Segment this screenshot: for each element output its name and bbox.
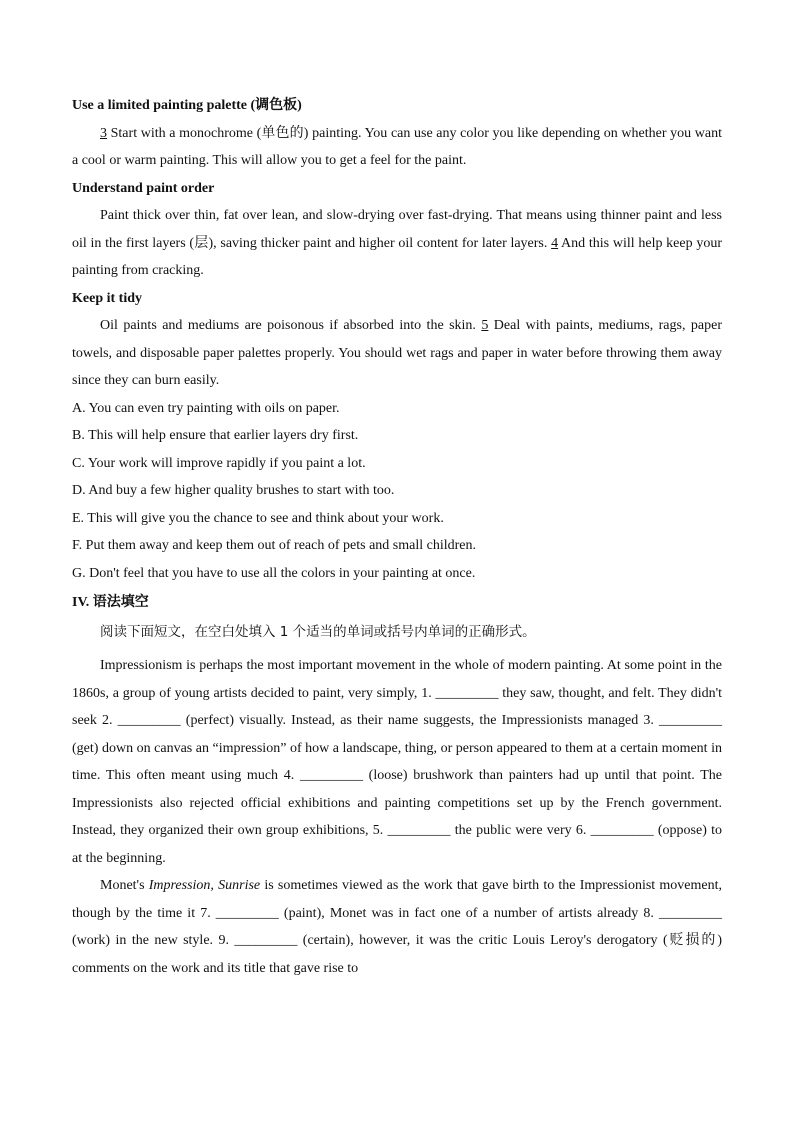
option-b: B. This will help ensure that earlier layers dry first.	[72, 428, 359, 443]
text-run: is sometimes viewed as the work that gave birth to the Impressionist movement, though by the time it 7. _________ (paint), Monet was in fact one of a number of artists already 8. _________ (work) in the new style. 9. _________ (certain), however, it was the critic Louis Leroy's derogatory (贬损的) comments on the work and its title that gave rise to	[72, 878, 722, 976]
paragraph-keep-tidy	[72, 312, 722, 395]
heading-keep-tidy: Keep it tidy	[72, 290, 142, 306]
blank-number: 4	[551, 235, 559, 251]
text-run: Paint thick over thin, fat over lean, and slow-drying over fast-drying. That means using thinner paint and less oil in the first layers (层), saving thicker paint and higher oil content for later layers.	[72, 208, 722, 251]
paragraph-impressionism-1	[72, 652, 722, 872]
blank-number: 3	[100, 125, 107, 141]
options-list	[72, 395, 722, 588]
option-g: G. Don't feel that you have to use all the colors in your painting at once.	[72, 565, 476, 581]
blank-number: 5	[481, 318, 489, 333]
heading-palette: Use a limited painting palette (调色板)	[72, 98, 302, 113]
option-a: A. You can even try painting with oils on paper.	[72, 400, 340, 416]
paragraph-impressionism-2	[72, 872, 722, 982]
option-e: E. This will give you the chance to see and think about your work.	[72, 510, 444, 526]
paragraph-paint-order	[72, 202, 722, 285]
heading-paint-order: Understand paint order	[72, 180, 215, 196]
document-page	[72, 92, 722, 982]
text-run: Deal with paints, mediums, rags, paper towels, and disposable paper palettes properly. You should wet rags and paper in water before throwing them away since they can burn easily.	[72, 318, 722, 388]
section-instruction: 阅读下面短文，在空白处填入 1 个适当的单词或括号内单词的正确形式。	[100, 623, 536, 640]
option-d: D. And buy a few higher quality brushes to start with too.	[72, 483, 395, 498]
paragraph-palette	[72, 120, 722, 175]
text-run: And this will help keep your painting from cracking.	[72, 235, 722, 278]
option-c: C. Your work will improve rapidly if you paint a lot.	[72, 455, 366, 471]
text-run: Oil paints and mediums are poisonous if absorbed into the skin.	[100, 318, 482, 333]
text-run: Start with a monochrome (单色的) painting. You can use any color you like depending on whether you want a cool or warm painting. This will allow you to get a feel for the paint.	[72, 125, 722, 168]
italic-title: Impression, Sunrise	[148, 878, 261, 893]
text-run: Monet's	[100, 878, 149, 893]
section-title-grammar: IV. 语法填空	[72, 595, 149, 610]
text-run: Impressionism is perhaps the most important movement in the whole of modern painting. At some point in the 1860s, a group of young artists decided to paint, very simply, 1. _________ they saw, thought, and felt. They didn't seek 2. _________ (perfect) visually. Instead, as their name suggests, the Impressionists managed 3. _________ (get) down on canvas an “impression” of how a landscape, thing, or person appeared to them at a certain moment in time. This often meant using much 4. _________ (loose) brushwork than painters had up until that point. The Impressionists also rejected official exhibitions and painting competitions set up by the French government. Instead, they organized their own group exhibitions, 5. _________ the public were very 6. _________ (oppose) to at the beginning.	[72, 658, 722, 866]
option-f: F. Put them away and keep them out of reach of pets and small children.	[72, 538, 476, 553]
